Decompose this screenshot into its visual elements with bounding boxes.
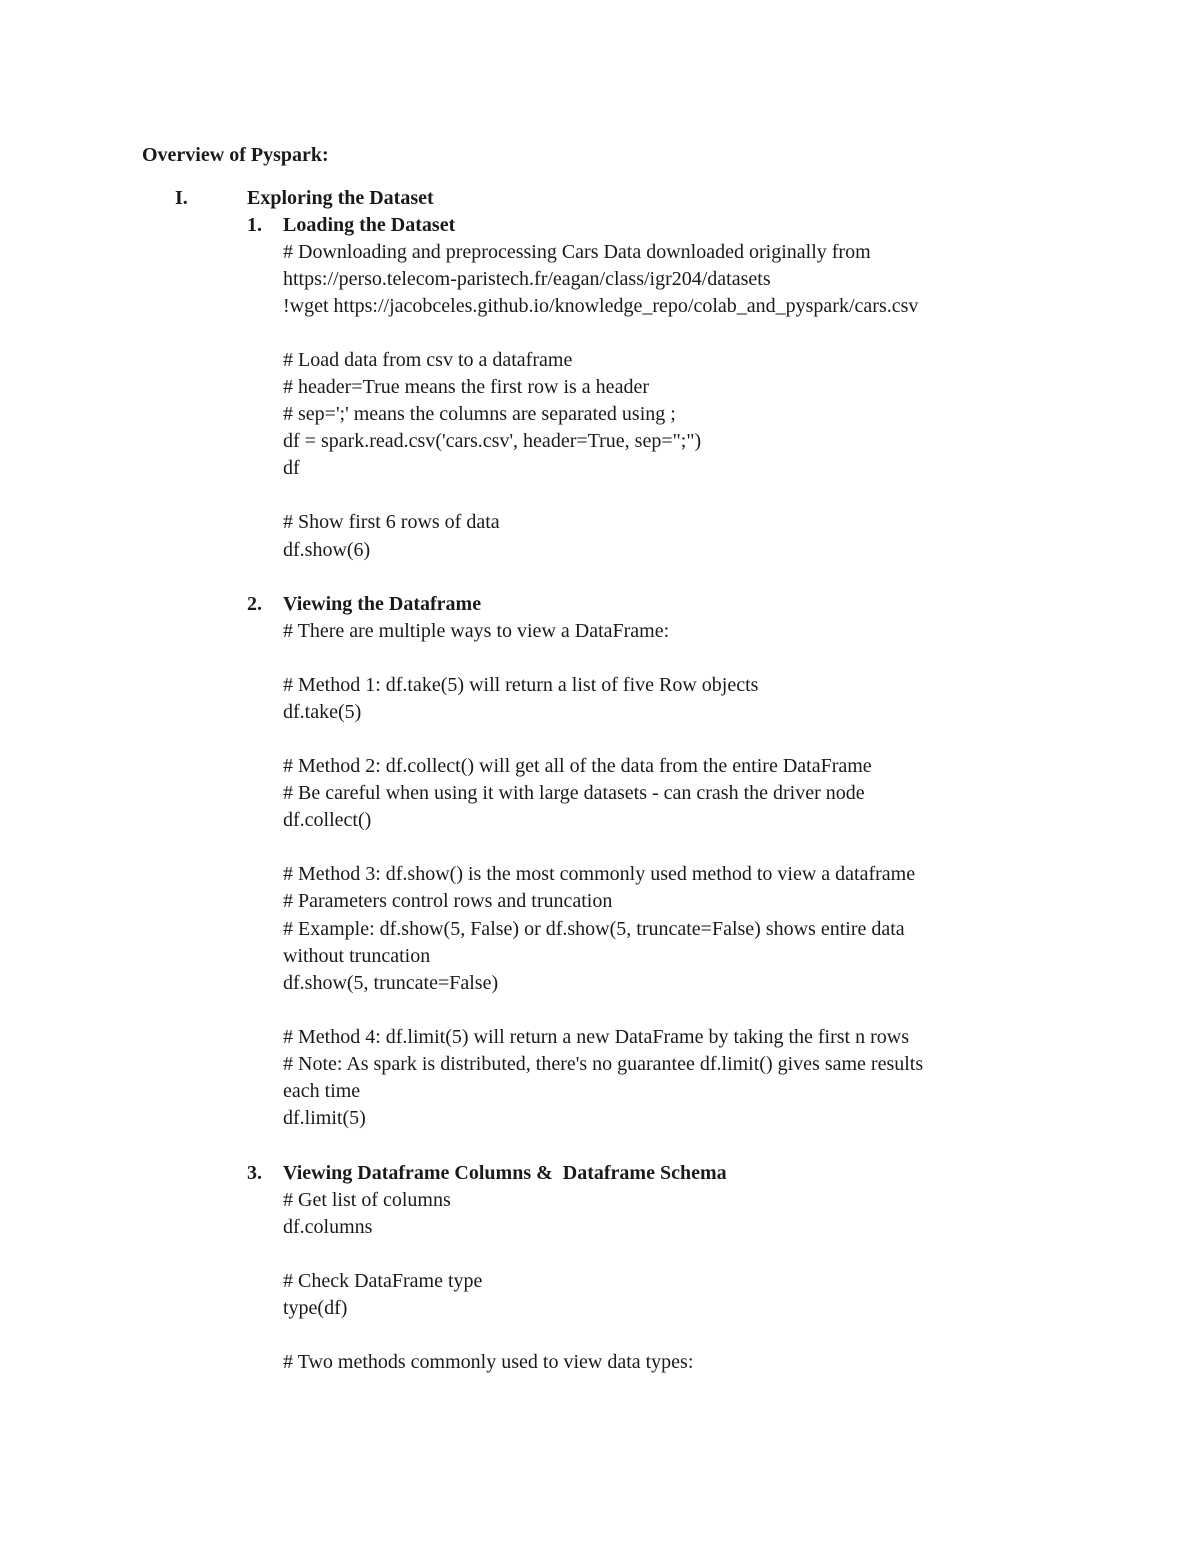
code-line: df.show(5, truncate=False)	[283, 971, 499, 994]
code-line: # Example: df.show(5, False) or df.show(5, truncate=False) shows entire data	[283, 917, 905, 940]
subsection-number: 3.	[247, 1162, 262, 1184]
code-line: # Two methods commonly used to view data types:	[283, 1351, 694, 1374]
code-block	[283, 618, 1047, 1132]
code-line	[283, 997, 1047, 1024]
code-line: type(df)	[283, 1297, 348, 1320]
subsection-heading	[247, 591, 1047, 618]
code-line: df.collect()	[283, 809, 372, 832]
subsection-number: 2.	[247, 593, 262, 615]
code-line: # Check DataFrame type	[283, 1270, 483, 1293]
subsection-heading	[247, 1160, 1047, 1187]
code-line: # Method 3: df.show() is the most commonly used method to view a dataframe	[283, 863, 916, 886]
code-line	[283, 726, 1047, 753]
section-title: Exploring the Dataset	[247, 187, 434, 209]
code-line	[283, 482, 1047, 509]
code-line: # Be careful when using it with large datasets - can crash the driver node	[283, 782, 865, 805]
code-line: !wget https://jacobceles.github.io/knowledge_repo/colab_and_pyspark/cars.csv	[283, 295, 919, 318]
code-line: each time	[283, 1079, 361, 1102]
code-line	[283, 645, 1047, 672]
document-title: Overview of Pyspark:	[142, 144, 329, 166]
section-numeral: I.	[175, 187, 188, 209]
code-line: # header=True means the first row is a header	[283, 376, 649, 399]
code-line: # Show first 6 rows of data	[283, 511, 500, 534]
subsection-number: 1.	[247, 214, 262, 236]
code-line: df	[283, 457, 300, 480]
code-line	[283, 320, 1047, 347]
code-line: df.columns	[283, 1216, 373, 1239]
subsection-title: Loading the Dataset	[283, 214, 456, 236]
code-block	[283, 239, 1047, 564]
code-line	[283, 834, 1047, 861]
code-line: https://perso.telecom-paristech.fr/eagan/class/igr204/datasets	[283, 268, 771, 291]
code-line	[283, 1322, 1047, 1349]
code-line: # Downloading and preprocessing Cars Data downloaded originally from	[283, 241, 871, 263]
code-line	[283, 1241, 1047, 1268]
code-line: # sep=';' means the columns are separated using ;	[283, 403, 676, 426]
subsection-title: Viewing the Dataframe	[283, 593, 482, 615]
code-line: # Parameters control rows and truncation	[283, 890, 613, 913]
subsection-viewing-dataframe	[247, 591, 1047, 1132]
code-line: df.take(5)	[283, 701, 362, 724]
code-line: # Method 2: df.collect() will get all of the data from the entire DataFrame	[283, 755, 872, 778]
code-line: # Method 4: df.limit(5) will return a new DataFrame by taking the first n rows	[283, 1025, 909, 1048]
code-line: without truncation	[283, 944, 431, 967]
code-line: df = spark.read.csv('cars.csv', header=True, sep=";")	[283, 430, 702, 453]
code-block	[283, 1187, 1047, 1376]
subsection-title: Viewing Dataframe Columns & Dataframe Schema	[283, 1162, 727, 1184]
code-line: df.limit(5)	[283, 1106, 366, 1129]
subsection-heading	[247, 212, 1047, 239]
code-line: # Get list of columns	[283, 1189, 451, 1211]
code-line: # Method 1: df.take(5) will return a list of five Row objects	[283, 674, 759, 697]
code-line: # There are multiple ways to view a DataFrame:	[283, 620, 670, 642]
code-line: # Note: As spark is distributed, there's no guarantee df.limit() gives same results	[283, 1052, 924, 1075]
code-line: df.show(6)	[283, 538, 371, 561]
code-line: # Load data from csv to a dataframe	[283, 349, 573, 372]
subsection-columns-schema	[247, 1160, 1047, 1376]
subsection-loading-dataset	[247, 212, 1047, 564]
